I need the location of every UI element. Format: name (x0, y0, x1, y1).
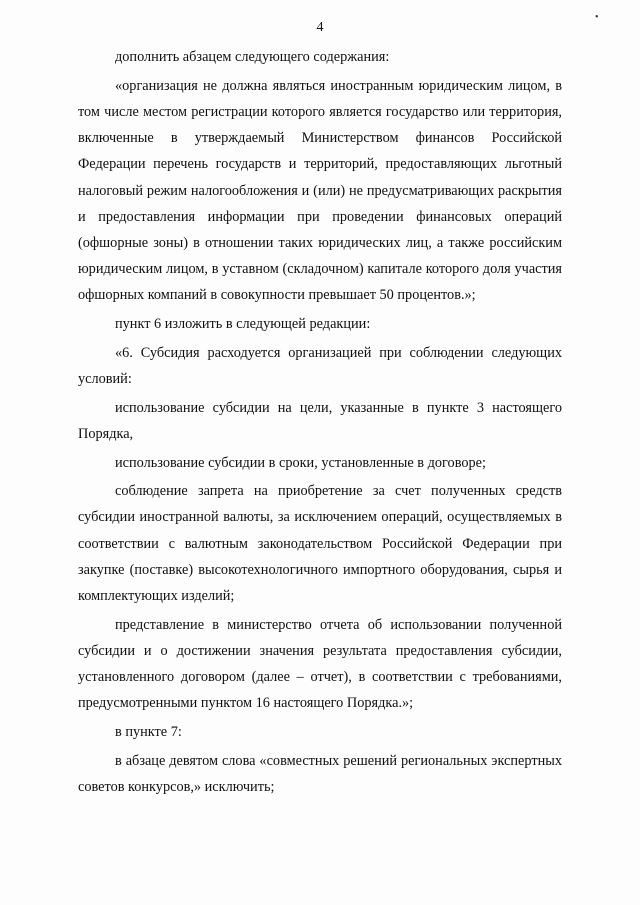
paragraph-offshore-clause: «организация не должна являться иностранным юридическим лицом, в том числе местом регистрации которого является государство или территория, включенные в утверждаемый Министерством финансов Российской Федерации перечень государств и территорий, предоставляющих льготный налоговый режим налогообложения и (или) не предусматривающих раскрытия и предоставления информации при проведении финансовых операций (офшорные зоны) в отношении таких юридических лиц, а также российским юридическим лицом, в уставном (складочном) капитале которого доля участия офшорных компаний в совокупности превышает 50 процентов.»; (78, 77, 562, 304)
paragraph-condition-terms: использование субсидии в сроки, установленные в договоре; (115, 454, 486, 471)
paragraph-point-6-text: «6. Субсидия расходуется организацией при соблюдении следующих условий: (78, 344, 562, 387)
document-body (78, 44, 562, 800)
paragraph-condition-purpose: использование субсидии на цели, указанные в пункте 3 настоящего Порядка, (78, 399, 562, 442)
paragraph-condition-report: представление в министерство отчета об использовании полученной субсидии и о достижении значения результата предоставления субсидии, установленного договором (далее – отчет), в соответствии с требованиями, предусмотренными пунктом 16 настоящего Порядка.»; (78, 616, 562, 712)
paragraph-point-7-heading: в пункте 7: (115, 724, 182, 741)
paragraph-condition-currency: соблюдение запрета на приобретение за счет полученных средств субсидии иностранной валюты, за исключением операций, осуществляемых в соответствии с валютным законодательством Российской Федерации при закупке (поставке) высокотехнологичного импортного оборудования, сырья и комплектующих изделий; (78, 483, 562, 605)
paragraph-point-7-text: в абзаце девятом слова «совместных решений региональных экспертных советов конкурсов,» исключить; (78, 752, 562, 795)
corner-mark: • (595, 12, 599, 23)
paragraph-intro: дополнить абзацем следующего содержания: (115, 49, 390, 65)
paragraph-point-6-heading: пункт 6 изложить в следующей редакции: (115, 316, 371, 333)
page-number: 4 (316, 20, 324, 35)
